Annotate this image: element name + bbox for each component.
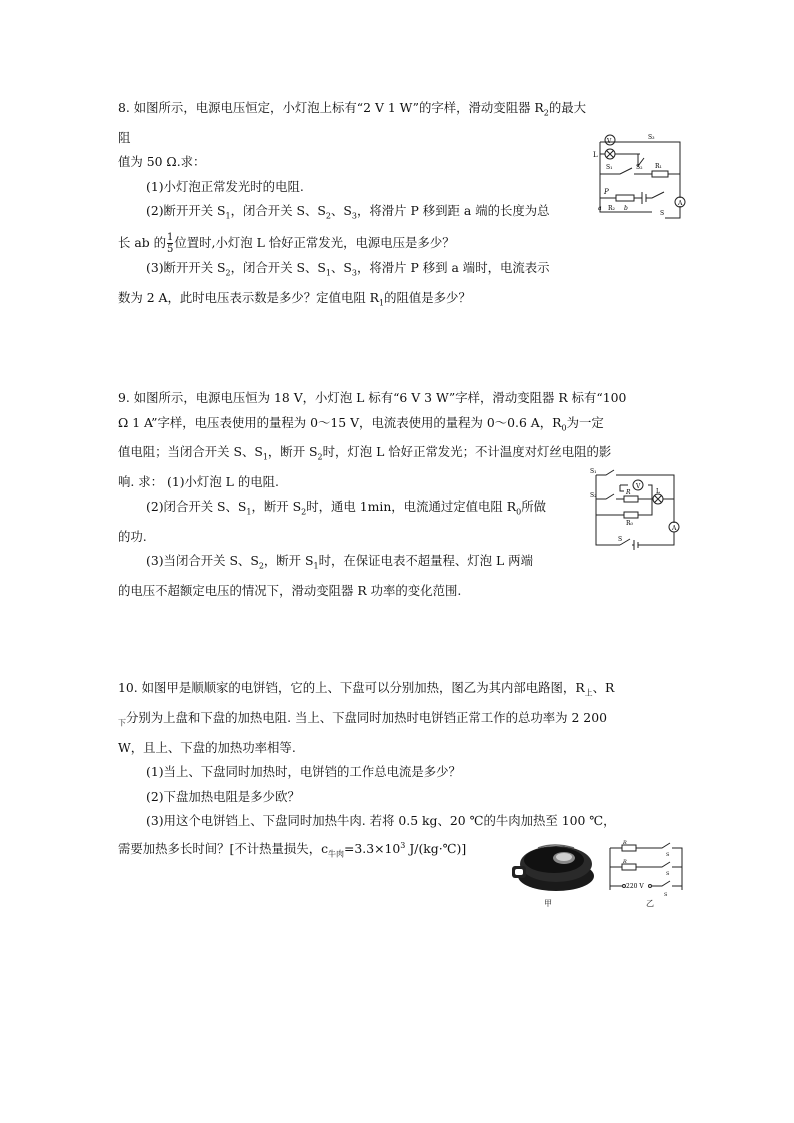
- q8-line1: 8. 如图所示，电源电压恒定，小灯泡上标有“2 V 1 W”的字样，滑动变阻器 $R_2$的最大阻: [118, 100, 587, 145]
- q8-line2: 值为 50 Ω.求：: [118, 154, 206, 170]
- svg-text:V: V: [607, 138, 612, 145]
- q10-circuit-diagram: [606, 840, 688, 898]
- svg-text:A: A: [672, 525, 677, 532]
- q8-part1: (1)小灯泡正常发光时的电阻.: [146, 178, 304, 194]
- svg-text:R₀: R₀: [626, 520, 633, 527]
- q10-line3: W，且上、下盘的加热功率相等.: [118, 739, 296, 755]
- svg-text:S: S: [664, 892, 668, 898]
- q10-line1: 10. 如图甲是顺顺家的电饼铛，它的上、下盘可以分别加热，图乙为其内部电路图，$R_上$、R: [118, 680, 615, 698]
- q10-part2: (2)下盘加热电阻是多少欧？: [146, 788, 300, 804]
- q9-part3-cont: 的电压不超额定电压的情况下，滑动变阻器 R 功率的变化范围.: [118, 583, 462, 599]
- svg-text:220 V: 220 V: [626, 883, 644, 890]
- q10-part3: (3)用这个电饼铛上、下盘同时加热牛肉. 若将 0.5 kg、20 ℃的牛肉加热至 100 ℃，: [146, 813, 616, 829]
- q9-part2-cont: 的功.: [118, 528, 147, 544]
- svg-text:V: V: [636, 483, 641, 490]
- svg-text:S: S: [618, 536, 623, 543]
- q10-line2: $_下$分别为上盘和下盘的加热电阻. 当上、下盘同时加热时电饼铛正常工作的总功率为 2 200: [118, 709, 607, 728]
- q8-part2-cont: 长 ab 的 $\frac{1}{5}$ 位置时,小灯泡 L 恰好正常发光，电源电压是多少？: [118, 232, 455, 256]
- svg-text:R: R: [626, 489, 631, 496]
- question-8: [118, 96, 588, 316]
- q8-part3: (3)断开开关 $S_2$，闭合开关 S、$S_1$、$S_3$，将滑片 P 移到 a 端时，电流表示: [146, 259, 550, 278]
- q10-part1: (1)当上、下盘同时加热时，电饼铛的工作总电流是多少？: [146, 764, 461, 780]
- q9-line1: 9. 如图所示，电源电压恒为 18 V，小灯泡 L 标有“6 V 3 W”字样，滑动变阻器 R 标有“100: [118, 390, 627, 405]
- svg-text:S: S: [666, 871, 670, 877]
- q9-line4: 响. 求： (1)小灯泡 L 的电阻.: [118, 474, 279, 490]
- q8-part2: (2)断开开关 $S_1$，闭合开关 S、$S_2$、$S_3$，将滑片 P 移到距 a 端的长度为总: [146, 203, 550, 221]
- q9-line3: 值电阻；当闭合开关 S、$S_1$，断开 $S_2$时，灯泡 L 恰好正常发光；不计温度对灯丝电阻的影: [118, 444, 612, 462]
- svg-text:R₁: R₁: [655, 163, 662, 170]
- q9-circuit-diagram: [590, 465, 682, 551]
- svg-text:b: b: [624, 205, 628, 212]
- svg-text:S₃: S₃: [648, 134, 655, 141]
- q10-part3-cont: 需要加热多长时间？[不计热量损失，$c_{牛肉}=3.3\times 10^3$ J/(kg·℃)]: [118, 840, 467, 859]
- svg-text:A: A: [678, 200, 683, 207]
- q9-part3: (3)当闭合开关 S、$S_2$，断开 $S_1$时，在保证电表不超量程、灯泡 L 两端: [146, 553, 533, 571]
- q9-part2: (2)闭合开关 S、$S_1$，断开 $S_2$时，通电 1min，电流通过定值电阻 $R_0$所做: [146, 498, 546, 517]
- svg-text:S: S: [666, 852, 670, 858]
- question-10: [118, 676, 683, 867]
- svg-text:L: L: [656, 488, 660, 495]
- q8-part3-cont: 数为 2 A，此时电压表示数是多少？定值电阻 $R_1$的阻值是多少？: [118, 289, 471, 308]
- q8-circuit-diagram: [590, 130, 688, 230]
- svg-text:S: S: [660, 210, 665, 217]
- svg-text:R: R: [623, 840, 627, 846]
- q9-line2: Ω 1 A”字样，电压表使用的量程为 0～15 V，电流表使用的量程为 0～0.6 A，$R_0$为一定: [118, 414, 604, 432]
- svg-text:S₂: S₂: [636, 164, 643, 171]
- svg-text:L: L: [593, 151, 598, 159]
- svg-text:a: a: [598, 205, 602, 212]
- svg-text:S₁: S₁: [606, 164, 613, 171]
- electric-pan-photo: [508, 836, 598, 896]
- fig-label-jia: 甲: [544, 899, 552, 908]
- fig-label-yi: 乙: [646, 899, 654, 908]
- svg-text:R₂: R₂: [608, 205, 615, 212]
- svg-text:R: R: [623, 859, 627, 865]
- svg-text:S₁: S₁: [590, 468, 597, 475]
- fraction: $\frac{1}{5}$: [166, 232, 174, 256]
- svg-text:P: P: [604, 188, 609, 196]
- svg-text:S₂: S₂: [590, 492, 597, 499]
